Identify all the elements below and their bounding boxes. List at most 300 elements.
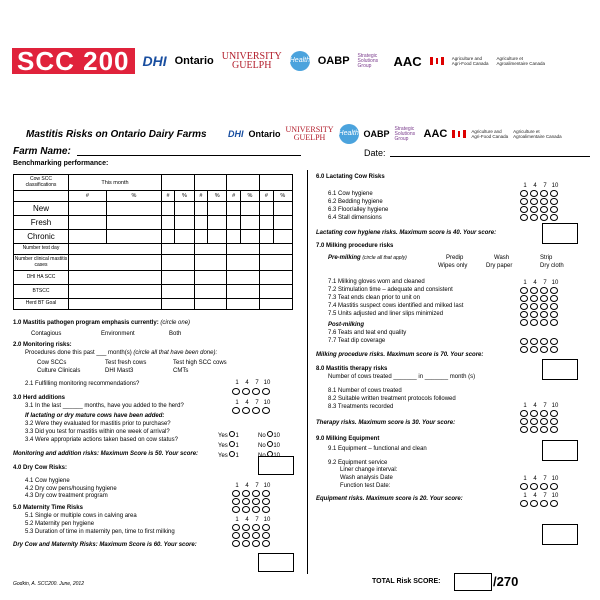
- table-cell[interactable]: [106, 230, 161, 244]
- rating-circle[interactable]: [540, 214, 548, 221]
- rating-circle[interactable]: [252, 388, 260, 395]
- rating-circle[interactable]: [232, 540, 240, 547]
- total-score-label: TOTAL Risk SCORE:: [372, 578, 441, 585]
- yes-option[interactable]: [218, 441, 239, 451]
- item-2-1: 2.1 Fulfilling monitoring recommendations?: [25, 381, 140, 388]
- table-cell[interactable]: [175, 216, 194, 230]
- scale-label: 4: [245, 400, 249, 406]
- table-cell[interactable]: [260, 285, 293, 299]
- table-cell[interactable]: [161, 202, 174, 216]
- no-option[interactable]: [258, 431, 280, 441]
- rating-circle[interactable]: [550, 287, 558, 294]
- item-3-1: 3.1 In the last ______ months, have you added to the herd?: [25, 403, 184, 410]
- scale-label: 4: [533, 476, 537, 482]
- table-cell[interactable]: [175, 230, 194, 244]
- scale-6: [520, 183, 560, 189]
- agr-canada-fr: [496, 56, 545, 66]
- table-cell[interactable]: [194, 255, 227, 271]
- pct-header: %: [273, 191, 292, 202]
- guelph-small-line1: UNIVERSITY: [285, 125, 334, 135]
- rating-circle[interactable]: [550, 410, 558, 417]
- hash-header: #: [194, 191, 207, 202]
- rating-circle[interactable]: [540, 319, 548, 326]
- table-cell[interactable]: [260, 255, 293, 271]
- oabp-logo: OABP: [317, 54, 350, 67]
- rating-circle[interactable]: [262, 388, 270, 395]
- option-mast3[interactable]: DHI Mast3: [105, 367, 134, 374]
- table-cell[interactable]: [69, 216, 107, 230]
- rating-circle[interactable]: [550, 214, 558, 221]
- option-wipes[interactable]: Wipes only: [438, 263, 468, 270]
- aac-logo: AAC: [393, 53, 422, 69]
- circles-8: [520, 410, 558, 433]
- rating-circle[interactable]: [530, 287, 538, 294]
- table-cell[interactable]: [260, 202, 273, 216]
- circles-5: [232, 524, 270, 547]
- option-environment[interactable]: Environment: [101, 330, 135, 337]
- rating-circle[interactable]: [252, 524, 260, 531]
- rating-circle[interactable]: [550, 338, 558, 345]
- table-cell[interactable]: [273, 202, 292, 216]
- rating-circle[interactable]: [520, 303, 528, 310]
- rating-circle[interactable]: [540, 311, 548, 318]
- table-cell[interactable]: [106, 202, 161, 216]
- yes-value: 1: [235, 452, 239, 459]
- this-month-header: This month: [69, 175, 162, 191]
- agr-fr-line2: Agroalimentaire Canada: [496, 61, 546, 66]
- rating-circle[interactable]: [540, 303, 548, 310]
- yes-label: Yes: [218, 452, 228, 459]
- score-box-equip[interactable]: [542, 524, 578, 545]
- rating-circle[interactable]: [530, 214, 538, 221]
- table-cell[interactable]: [208, 202, 227, 216]
- rating-circle[interactable]: [530, 418, 538, 425]
- rating-circle[interactable]: [232, 498, 240, 505]
- rating-circle[interactable]: [252, 532, 260, 539]
- rating-circle[interactable]: [242, 540, 250, 547]
- scale-label: 4: [245, 517, 249, 523]
- table-cell[interactable]: [240, 230, 259, 244]
- table-cell[interactable]: [260, 244, 293, 255]
- scale-label: 1: [523, 493, 527, 499]
- premilk-hint: (circle all that apply): [362, 255, 407, 262]
- item-6-3: 6.3 Floor/alley hygiene: [328, 206, 389, 213]
- table-cell[interactable]: [208, 230, 227, 244]
- wash-analysis: Wash analysis Date: [340, 475, 393, 482]
- rating-circle[interactable]: [232, 490, 240, 497]
- table-cell[interactable]: [161, 244, 194, 255]
- table-cell[interactable]: [260, 230, 273, 244]
- rating-circle[interactable]: [530, 410, 538, 417]
- table-cell[interactable]: [194, 230, 207, 244]
- rating-circle[interactable]: [520, 214, 528, 221]
- pct-header: %: [106, 191, 161, 202]
- rating-circle[interactable]: [242, 532, 250, 539]
- dhi-logo-small: DHI: [228, 128, 244, 139]
- item-3-4: 3.4 Were appropriate actions taken based on cow status?: [25, 436, 178, 443]
- score-milk-label: Milking procedure risks. Maximum score is 70. Your score:: [316, 352, 484, 359]
- option-cmts[interactable]: CMTs: [173, 367, 189, 374]
- item-6-1: 6.1 Cow hygiene: [328, 190, 373, 197]
- rating-circle[interactable]: [540, 198, 548, 205]
- hash-header: #: [161, 191, 174, 202]
- agr-en-line1: Agriculture and: [451, 55, 482, 61]
- rating-circle[interactable]: [242, 506, 250, 513]
- hash-header: #: [260, 191, 273, 202]
- scale-label: 7: [255, 400, 259, 406]
- rating-circle[interactable]: [520, 410, 528, 417]
- rating-circle[interactable]: [520, 287, 528, 294]
- herd-health-logo: Health: [290, 51, 310, 71]
- table-cell[interactable]: [194, 271, 227, 285]
- rating-circle[interactable]: [530, 295, 538, 302]
- option-test-high[interactable]: Test high SCC cows: [173, 359, 227, 366]
- scale-label: 10: [551, 493, 559, 499]
- rating-circle[interactable]: [232, 388, 240, 395]
- rating-circle[interactable]: [262, 532, 270, 539]
- circles-3-1: [232, 407, 270, 414]
- rating-circle[interactable]: [262, 490, 270, 497]
- rating-circle[interactable]: [520, 198, 528, 205]
- option-predip[interactable]: Predip: [446, 255, 464, 262]
- rating-circle[interactable]: [550, 295, 558, 302]
- option-dry-cloth[interactable]: Dry cloth: [540, 263, 564, 270]
- table-cell[interactable]: [194, 216, 207, 230]
- guelph-small-line2: GUELPH: [293, 133, 326, 142]
- rating-circle[interactable]: [530, 426, 538, 433]
- rating-circle[interactable]: [262, 407, 270, 414]
- rating-circle[interactable]: [242, 407, 250, 414]
- section-1-hint: (circle one): [160, 320, 191, 326]
- rating-circle[interactable]: [550, 346, 558, 353]
- scale-8: [520, 403, 560, 409]
- option-both[interactable]: Both: [169, 330, 182, 337]
- yes-column: [218, 431, 239, 461]
- table-cell[interactable]: [260, 299, 293, 310]
- table-cell[interactable]: [161, 285, 194, 299]
- no-value: 10: [273, 442, 281, 449]
- table-cell[interactable]: [227, 255, 260, 271]
- rating-circle[interactable]: [242, 490, 250, 497]
- table-cell[interactable]: [175, 202, 194, 216]
- table-cell[interactable]: [194, 285, 227, 299]
- rating-circle[interactable]: [540, 346, 548, 353]
- table-cell[interactable]: [227, 202, 240, 216]
- date-field[interactable]: [390, 156, 590, 157]
- table-cell[interactable]: [161, 255, 194, 271]
- section-2: [13, 342, 303, 350]
- rating-circle[interactable]: [530, 206, 538, 213]
- rating-circle[interactable]: [530, 198, 538, 205]
- rating-circle[interactable]: [252, 490, 260, 497]
- yes-option[interactable]: [218, 431, 239, 441]
- table-cell[interactable]: [161, 230, 174, 244]
- section-1-options: [13, 331, 303, 339]
- scale-3-1: [232, 400, 272, 406]
- premilk-label: [328, 255, 438, 263]
- rating-circle[interactable]: [520, 483, 528, 490]
- footer-credit: Godkin, A. SCC200. June, 2012: [13, 581, 84, 587]
- rating-circle[interactable]: [520, 500, 528, 507]
- table-cell[interactable]: [208, 216, 227, 230]
- rating-circle[interactable]: [232, 524, 240, 531]
- hash-header: #: [69, 191, 107, 202]
- option-contagious[interactable]: Contagious: [31, 330, 62, 337]
- table-cell[interactable]: [194, 299, 227, 310]
- rating-circle[interactable]: [530, 190, 538, 197]
- option-cow-sccs[interactable]: Cow SCCs: [37, 359, 67, 366]
- aac-logo-small: AAC: [423, 128, 448, 140]
- score-dry-label: Dry Cow and Maternity Risks: Maximum Score is 60. Your score:: [13, 541, 197, 548]
- section-3-title: 3.0 Herd additions: [13, 395, 66, 402]
- rating-circle[interactable]: [530, 483, 538, 490]
- table-cell[interactable]: [240, 202, 259, 216]
- item-4-3: 4.3 Dry cow treatment program: [25, 493, 108, 500]
- months-text: _______ month (s): [424, 374, 476, 381]
- rating-circle[interactable]: [520, 190, 528, 197]
- rating-circle[interactable]: [520, 338, 528, 345]
- scale-label: 7: [543, 403, 547, 409]
- table-cell[interactable]: [69, 271, 162, 285]
- rating-circle[interactable]: [520, 346, 528, 353]
- yes-option[interactable]: [218, 451, 239, 461]
- section-6-title: 6.0 Lactating Cow Risks: [316, 174, 385, 180]
- table-header-label: Cow SCC classifications: [14, 175, 69, 191]
- empty-header: [194, 175, 227, 191]
- circles-7: [520, 287, 558, 326]
- rating-circle[interactable]: [550, 311, 558, 318]
- rating-circle[interactable]: [540, 295, 548, 302]
- rating-circle[interactable]: [550, 303, 558, 310]
- rating-circle[interactable]: [520, 206, 528, 213]
- scale-label: 7: [255, 380, 259, 386]
- item-8-2: 8.2 Suitable written treatment protocols followed: [328, 396, 456, 403]
- no-label: No: [258, 433, 266, 439]
- agr-fr-line1: Agriculture et: [496, 55, 523, 61]
- rating-circle[interactable]: [540, 206, 548, 213]
- table-cell[interactable]: [69, 285, 162, 299]
- table-cell[interactable]: [227, 216, 240, 230]
- rating-circle[interactable]: [540, 338, 548, 345]
- table-row: [14, 216, 293, 230]
- table-cell[interactable]: [69, 299, 162, 310]
- item-7-4: 7.4 Mastitis suspect cows identified and milked last: [328, 302, 464, 309]
- table-cell[interactable]: [194, 244, 227, 255]
- item-7-7: 7.7 Teat dip coverage: [328, 337, 386, 344]
- score-box-lact[interactable]: [542, 223, 578, 244]
- table-cell[interactable]: [161, 271, 194, 285]
- guelph-logo-line2: GUELPH: [232, 60, 272, 71]
- yes-value: 1: [235, 442, 239, 449]
- item-3-2: 3.2 Were they evaluated for mastitis prior to purchase?: [25, 421, 171, 428]
- table-cell[interactable]: [69, 255, 162, 271]
- no-option[interactable]: [258, 441, 280, 451]
- scale-label: 10: [551, 183, 559, 189]
- score-box-milk[interactable]: [542, 359, 578, 380]
- rating-circle[interactable]: [262, 498, 270, 505]
- logo-banner: [12, 44, 592, 78]
- table-cell[interactable]: [106, 216, 161, 230]
- rating-circle[interactable]: [520, 311, 528, 318]
- option-strip[interactable]: Strip: [540, 255, 553, 262]
- circles-4: [232, 490, 270, 513]
- rating-circle[interactable]: [550, 319, 558, 326]
- score-box-therapy[interactable]: [542, 440, 578, 461]
- table-row: [14, 255, 293, 271]
- table-cell[interactable]: [69, 230, 107, 244]
- rating-circle[interactable]: [530, 311, 538, 318]
- scale-label: 10: [263, 483, 271, 489]
- agr-en-small-line1: Agriculture and: [471, 128, 502, 134]
- rating-circle[interactable]: [530, 500, 538, 507]
- rating-circle[interactable]: [232, 532, 240, 539]
- farm-name-field[interactable]: [77, 155, 301, 156]
- yes-label: Yes: [218, 442, 228, 449]
- table-cell[interactable]: [260, 271, 293, 285]
- scale-4: [232, 483, 272, 489]
- scale-5: [232, 517, 272, 523]
- table-cell: [14, 191, 69, 202]
- rating-circle[interactable]: [242, 524, 250, 531]
- scale-label: 1: [523, 280, 527, 286]
- oabp-logo-small: OABP: [363, 128, 390, 139]
- option-test-fresh[interactable]: Test fresh cows: [105, 359, 147, 366]
- rating-circle[interactable]: [242, 498, 250, 505]
- row-label-clinical: Number clinical mastitis cases: [14, 255, 69, 271]
- rating-circle[interactable]: [520, 426, 528, 433]
- rating-circle[interactable]: [550, 483, 558, 490]
- table-cell[interactable]: [69, 244, 162, 255]
- section-1: [13, 320, 303, 328]
- table-cell[interactable]: [161, 216, 174, 230]
- rating-circle[interactable]: [550, 500, 558, 507]
- section-8-title: 8.0 Mastitis therapy risks: [316, 366, 388, 373]
- table-cell[interactable]: [260, 216, 273, 230]
- benchmarking-table: [13, 174, 293, 310]
- agr-fr-small-line2: Agroalimentaire Canada: [513, 134, 562, 139]
- scale-label: 7: [543, 280, 547, 286]
- rating-circle[interactable]: [232, 407, 240, 414]
- section-2-procedures: Procedures done this past ___ month(s): [25, 349, 132, 356]
- table-cell[interactable]: [227, 299, 260, 310]
- rating-circle[interactable]: [520, 295, 528, 302]
- table-cell[interactable]: [161, 299, 194, 310]
- rating-circle[interactable]: [540, 287, 548, 294]
- herd-health-logo-small: Health: [339, 124, 359, 144]
- rating-circle[interactable]: [550, 426, 558, 433]
- circles-9-1: [520, 483, 558, 490]
- rating-circle[interactable]: [540, 426, 548, 433]
- rating-circle[interactable]: [262, 506, 270, 513]
- table-cell[interactable]: [240, 216, 259, 230]
- table-cell[interactable]: [227, 244, 260, 255]
- item-5-2: 5.2 Maternity pen hygiene: [25, 521, 95, 528]
- table-cell[interactable]: [273, 216, 292, 230]
- rating-circle[interactable]: [530, 303, 538, 310]
- logo-banner-small: [228, 124, 562, 144]
- row-label-dhi-ha: DHI HA SCC: [14, 271, 69, 285]
- row-label-new: New: [14, 202, 69, 216]
- rating-circle[interactable]: [540, 190, 548, 197]
- score-monitoring-label: Monitoring and addition risks: Maximum Score is 50. Your score:: [13, 450, 199, 457]
- table-row: [14, 202, 293, 216]
- table-header-row: [14, 175, 293, 191]
- score-box-monitoring[interactable]: [258, 456, 294, 475]
- item-5-1: 5.1 Single or multiple cows in calving area: [25, 513, 137, 520]
- total-score-box[interactable]: [454, 573, 492, 591]
- rating-circle[interactable]: [540, 418, 548, 425]
- table-row: [14, 244, 293, 255]
- rating-circle[interactable]: [242, 388, 250, 395]
- rating-circle[interactable]: [262, 524, 270, 531]
- section-2-options-b: [13, 368, 303, 376]
- agr-en-line2: Agri-Food Canada: [451, 61, 489, 66]
- yes-label: Yes: [218, 433, 228, 439]
- rating-circle[interactable]: [530, 338, 538, 345]
- column-divider: [307, 170, 308, 574]
- option-dry-paper[interactable]: Dry paper: [486, 263, 513, 270]
- rating-circle[interactable]: [530, 346, 538, 353]
- rating-circle[interactable]: [520, 319, 528, 326]
- rating-circle[interactable]: [252, 407, 260, 414]
- section-4-title: 4.0 Dry Cow Risks:: [13, 464, 68, 471]
- table-cell[interactable]: [69, 202, 107, 216]
- total-score-max: /270: [493, 574, 519, 589]
- rating-circle[interactable]: [540, 410, 548, 417]
- section-9-title: 9.0 Milking Equipment: [316, 435, 380, 442]
- scale-label: 4: [533, 280, 537, 286]
- farm-name-label: Farm Name:: [13, 146, 71, 157]
- table-cell[interactable]: [227, 285, 260, 299]
- rating-circle[interactable]: [530, 319, 538, 326]
- canada-flag-icon: [430, 57, 444, 65]
- no-value: 10: [273, 433, 281, 439]
- rating-circle[interactable]: [550, 198, 558, 205]
- table-cell[interactable]: [227, 271, 260, 285]
- rating-circle[interactable]: [252, 498, 260, 505]
- rating-circle[interactable]: [252, 506, 260, 513]
- option-wash[interactable]: Wash: [494, 255, 510, 262]
- rating-circle[interactable]: [540, 500, 548, 507]
- row-label-test-day: Number test day: [14, 244, 69, 255]
- premilk-row: [316, 255, 596, 263]
- hash-header: #: [227, 191, 240, 202]
- rating-circle[interactable]: [262, 540, 270, 547]
- rating-circle[interactable]: [520, 418, 528, 425]
- table-cell[interactable]: [194, 202, 207, 216]
- scale-2-1: [232, 380, 272, 386]
- option-culture[interactable]: Culture Clinicals: [37, 367, 81, 374]
- score-box-dry[interactable]: [258, 553, 294, 572]
- scale-label: 7: [255, 483, 259, 489]
- scale-label: 10: [263, 400, 271, 406]
- date-label: Date:: [364, 148, 386, 158]
- ssg-logo-small: Strategic Solutions Group: [394, 125, 416, 142]
- scale-label: 1: [235, 517, 239, 523]
- rating-circle[interactable]: [550, 418, 558, 425]
- section-3-note: If lactating or dry mature cows have been added:: [25, 413, 165, 420]
- rating-circle[interactable]: [550, 206, 558, 213]
- rating-circle[interactable]: [252, 540, 260, 547]
- scale-label: 1: [523, 183, 527, 189]
- cows-treated-text: Number of cows treated _______ in: [328, 374, 424, 381]
- rating-circle[interactable]: [550, 190, 558, 197]
- rating-circle[interactable]: [540, 483, 548, 490]
- scale-label: 10: [551, 476, 559, 482]
- table-cell[interactable]: [227, 230, 240, 244]
- table-cell[interactable]: [273, 230, 292, 244]
- rating-circle[interactable]: [232, 506, 240, 513]
